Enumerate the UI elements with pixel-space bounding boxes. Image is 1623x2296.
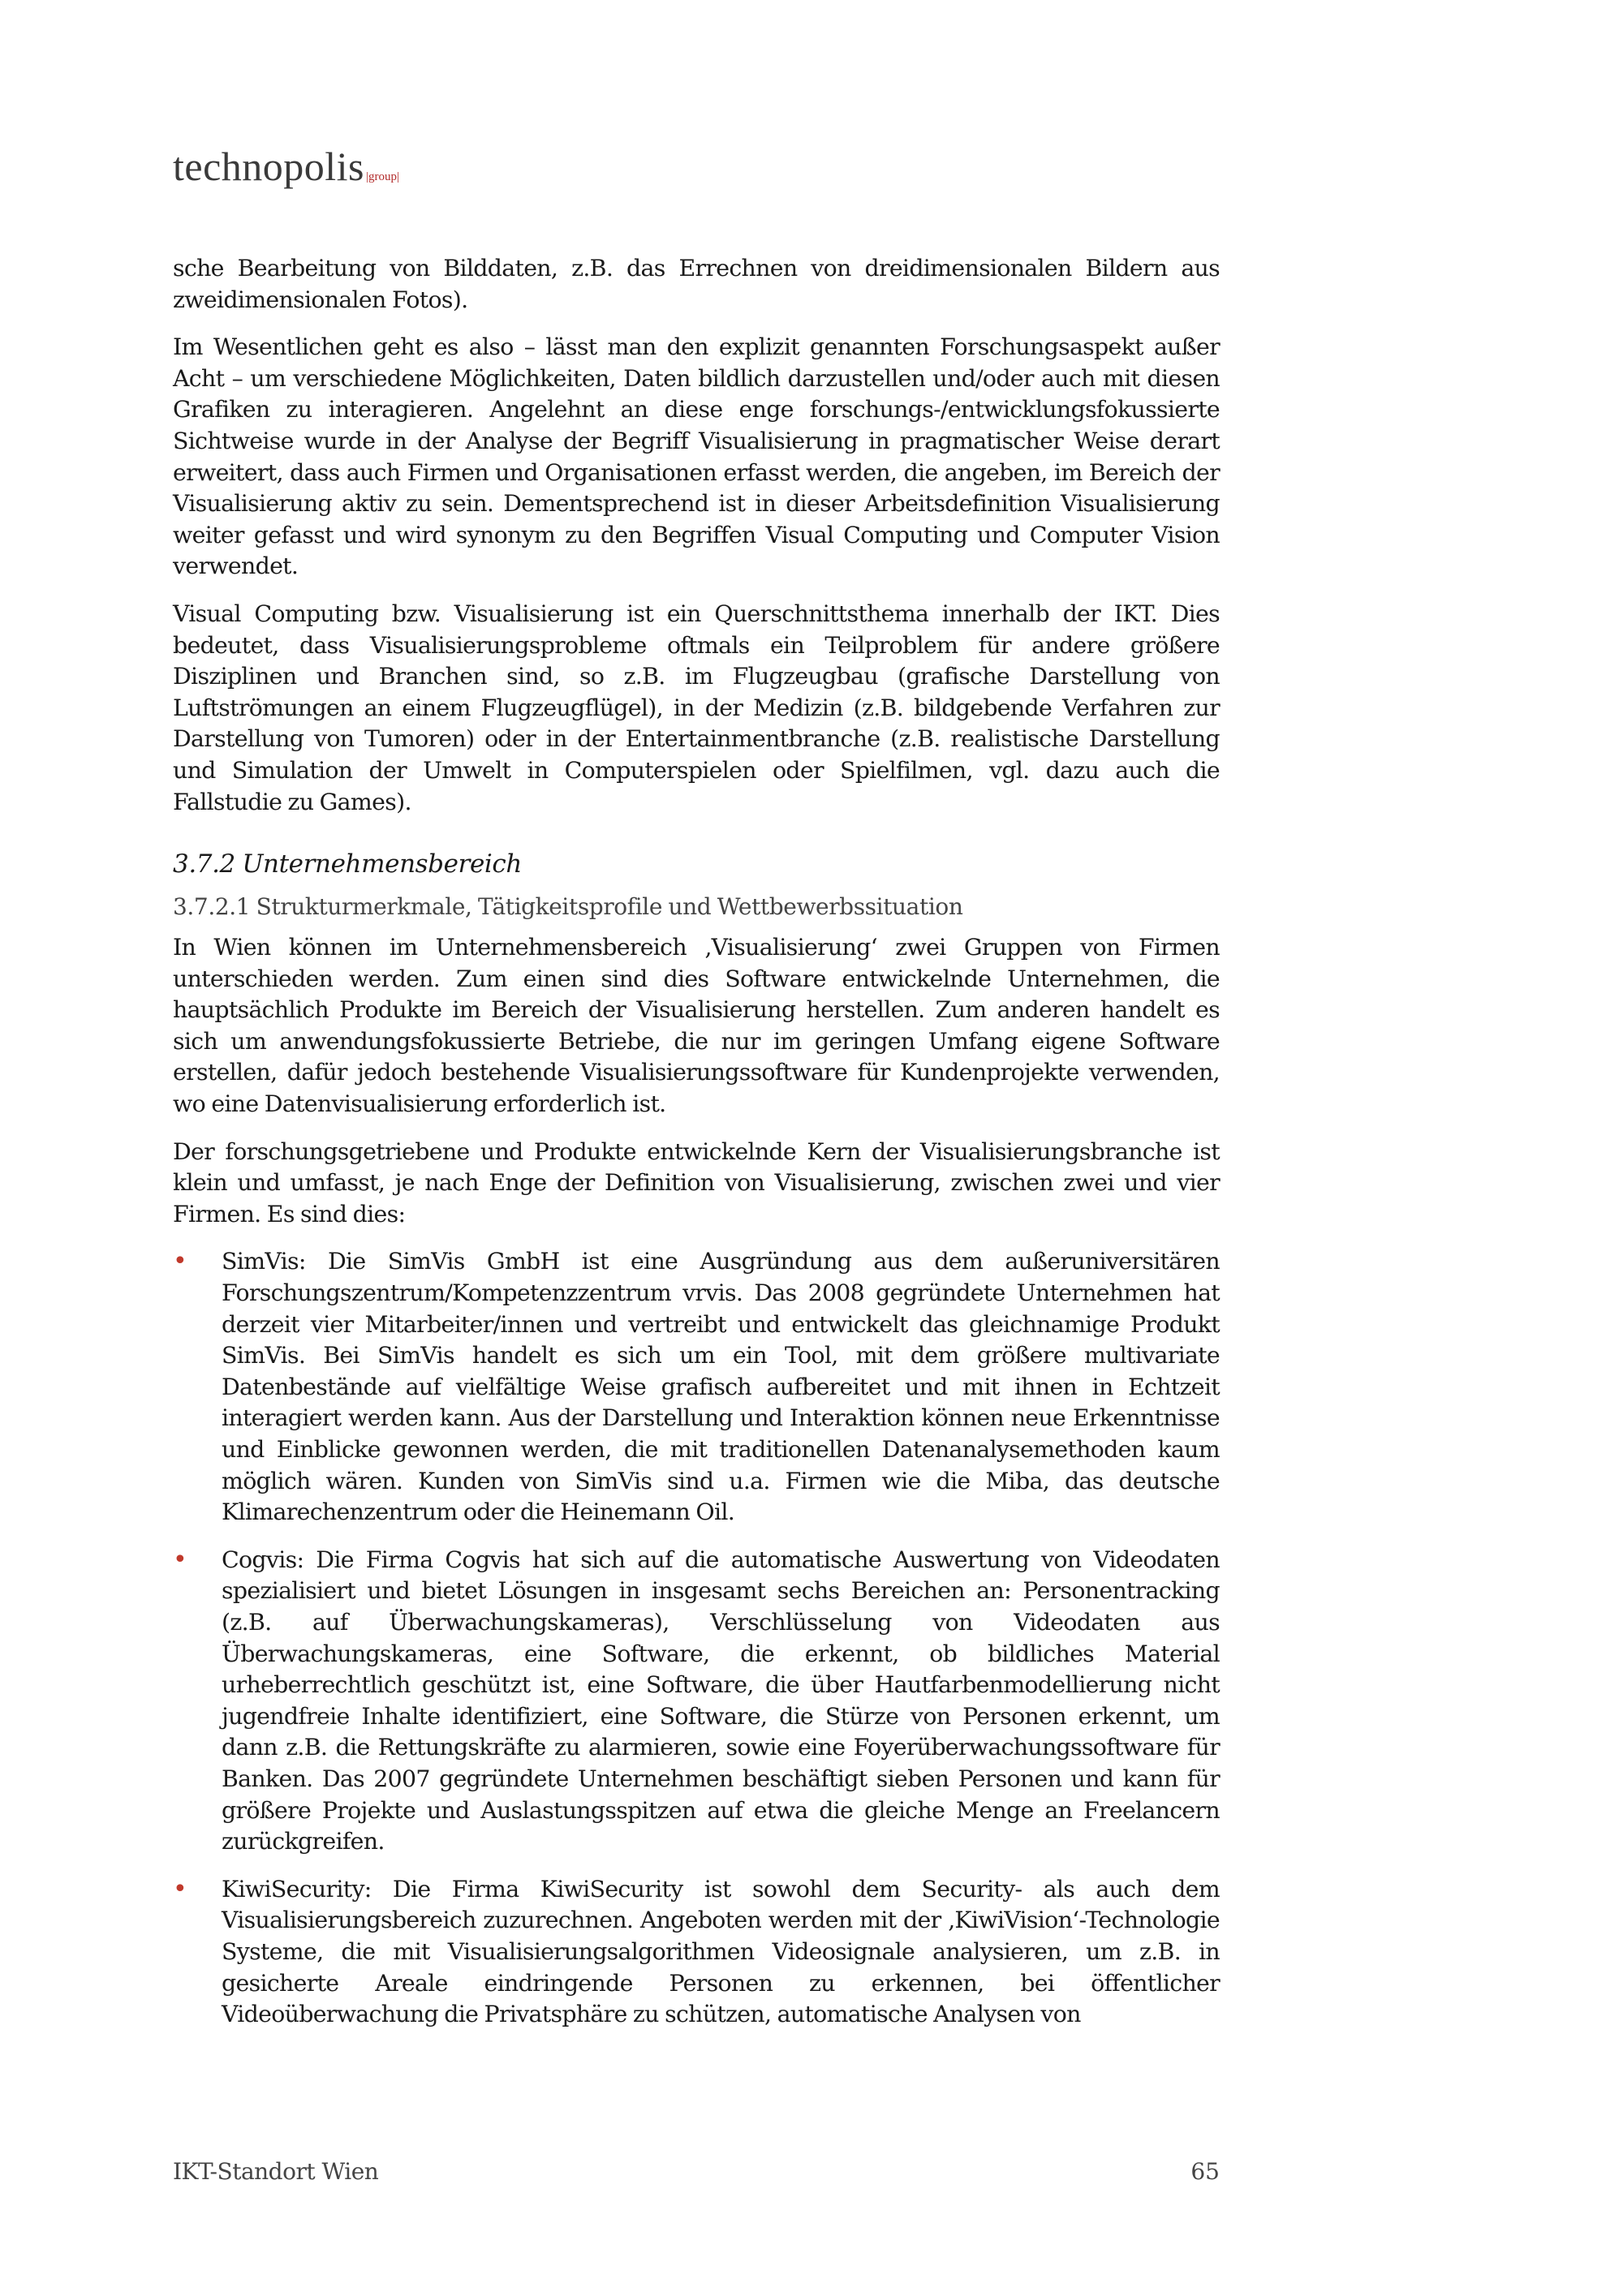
list-item-text: Cogvis: Die Firma Cogvis hat sich auf die automatische Auswertung von Videodaten spezialisiert und bietet Lösungen in insgesamt sechs Bereichen an: Personentracking (z.B. auf Überwachungskameras), Verschlüsselung von Videodaten aus Überwachungskameras, eine Software, die erkennt, ob bildliches Material urheberrechtlich geschützt ist, eine Software, die über Hautfarbenmodellierung nicht jugendfreie Inhalte identifiziert, eine Software, die Stürze von Personen erkennt, um dann z.B. die Rettungskräfte zu alarmieren, sowie eine Foyerüberwachungssoftware für Banken. Das 2007 gegründete Unternehmen beschäftigt sieben Personen und kann für größere Projekte und Auslastungsspitzen auf etwa die gleiche Menge an Freelancern zurückgreifen.: [222, 1546, 1220, 1855]
list-item-text: SimVis: Die SimVis GmbH ist eine Ausgründung aus dem außeruniversitären Forschungszentrum/Kompetenzzentrum vrvis. Das 2008 gegründete Unternehmen hat derzeit vier Mitarbeiter/innen und vertreibt und entwickelt das gleichnamige Produkt SimVis. Bei SimVis handelt es sich um ein Tool, mit dem größere multivariate Datenbestände auf vielfältige Weise grafisch aufbereitet und mit ihnen in Echtzeit interagiert werden kann. Aus der Darstellung und Interaktion können neue Erkenntnisse und Einblicke gewonnen werden, die mit traditionellen Datenanalysemethoden kaum möglich wären. Kunden von SimVis sind u.a. Firmen wie die Miba, das deutsche Klimarechenzentrum oder die Heinemann Oil.: [222, 1248, 1220, 1526]
bullet-marker: •: [173, 1247, 187, 1276]
bullet-marker: •: [173, 1545, 187, 1574]
list-item-text: KiwiSecurity: Die Firma KiwiSecurity ist sowohl dem Security- als auch dem Visualisierungsbereich zuzurechnen. Angeboten werden mit der ‚KiwiVision‘-Technologie Systeme, die mit Visualisierungsalgorithmen Videosignale analysieren, um z.B. in gesicherte Areale eindringende Personen zu erkennen, bei öffentlicher Videoüberwachung die Privatsphäre zu schützen, automatische Analysen von: [222, 1875, 1220, 2028]
company-list: [173, 1246, 1220, 2030]
page-number: 65: [1190, 2158, 1220, 2185]
technopolis-logo: [173, 143, 399, 190]
section-heading: 3.7.2 Unternehmensbereich: [173, 849, 522, 879]
logo-wordmark: technopolis: [173, 144, 365, 189]
list-item-kiwisecurity: [173, 1874, 1220, 2031]
paragraph-intro: sche Bearbeitung von Bilddaten, z.B. das Errechnen von dreidimensionalen Bildern aus zweidimensionalen Fotos).: [173, 255, 1220, 313]
footer-title: IKT-Standort Wien: [173, 2158, 379, 2185]
paragraph-company-groups: In Wien können im Unternehmensbereich ‚Visualisierung‘ zwei Gruppen von Firmen unterschieden werden. Zum einen sind dies Software entwickelnde Unternehmen, die hauptsächlich Produkte im Bereich der Visualisierung herstellen. Zum anderen handelt es sich um anwendungsfokussierte Betriebe, die nur im geringen Umfang eigene Software erstellen, dafür jedoch bestehende Visualisierungssoftware für Kundenprojekte verwenden, wo eine Datenvisualisierung erforderlich ist.: [173, 934, 1220, 1118]
paragraph-visual-computing: Visual Computing bzw. Visualisierung ist ein Querschnittsthema innerhalb der IKT. Dies bedeutet, dass Visualisierungsprobleme oftmals ein Teilproblem für andere größere Disziplinen und Branchen sind, so z.B. im Flugzeugbau (grafische Darstellung von Luftströmungen an einem Flugzeugflügel), in der Medizin (z.B. bildgebende Verfahren zur Darstellung von Tumoren) oder in der Entertainmentbranche (z.B. realistische Darstellung und Simulation der Umwelt in Computerspielen oder Spielfilmen, vgl. dazu auch die Fallstudie zu Games).: [173, 600, 1220, 815]
logo-group-tag: |group|: [366, 170, 400, 183]
paragraph-essence: Im Wesentlichen geht es also – lässt man den explizit genannten Forschungsaspekt außer Acht – um verschiedene Möglichkeiten, Daten bildlich darzustellen und/oder auch mit diesen Grafiken zu interagieren. Angelehnt an diese enge forschungs-/entwicklungsfokussierte Sichtweise wurde in der Analyse der Begriff Visualisierung in pragmatischer Weise derart erweitert, dass auch Firmen und Organisationen erfasst werden, die angeben, im Bereich der Visualisierung aktiv zu sein. Dementsprechend ist in dieser Arbeitsdefinition Visualisierung weiter gefasst und wird synonym zu den Begriffen Visual Computing und Computer Vision verwendet.: [173, 333, 1220, 580]
subsection-heading: 3.7.2.1 Strukturmerkmale, Tätigkeitsprofile und Wettbewerbssituation: [173, 893, 963, 921]
bullet-marker: •: [173, 1874, 187, 1903]
paragraph-core-firms: Der forschungsgetriebene und Produkte entwickelnde Kern der Visualisierungsbranche ist klein und umfasst, je nach Enge der Definition von Visualisierung, zwischen zwei und vier Firmen. Es sind dies:: [173, 1137, 1220, 1228]
list-item-cogvis: [173, 1545, 1220, 1858]
list-item-simvis: [173, 1246, 1220, 1528]
page-body: [173, 253, 1220, 2047]
